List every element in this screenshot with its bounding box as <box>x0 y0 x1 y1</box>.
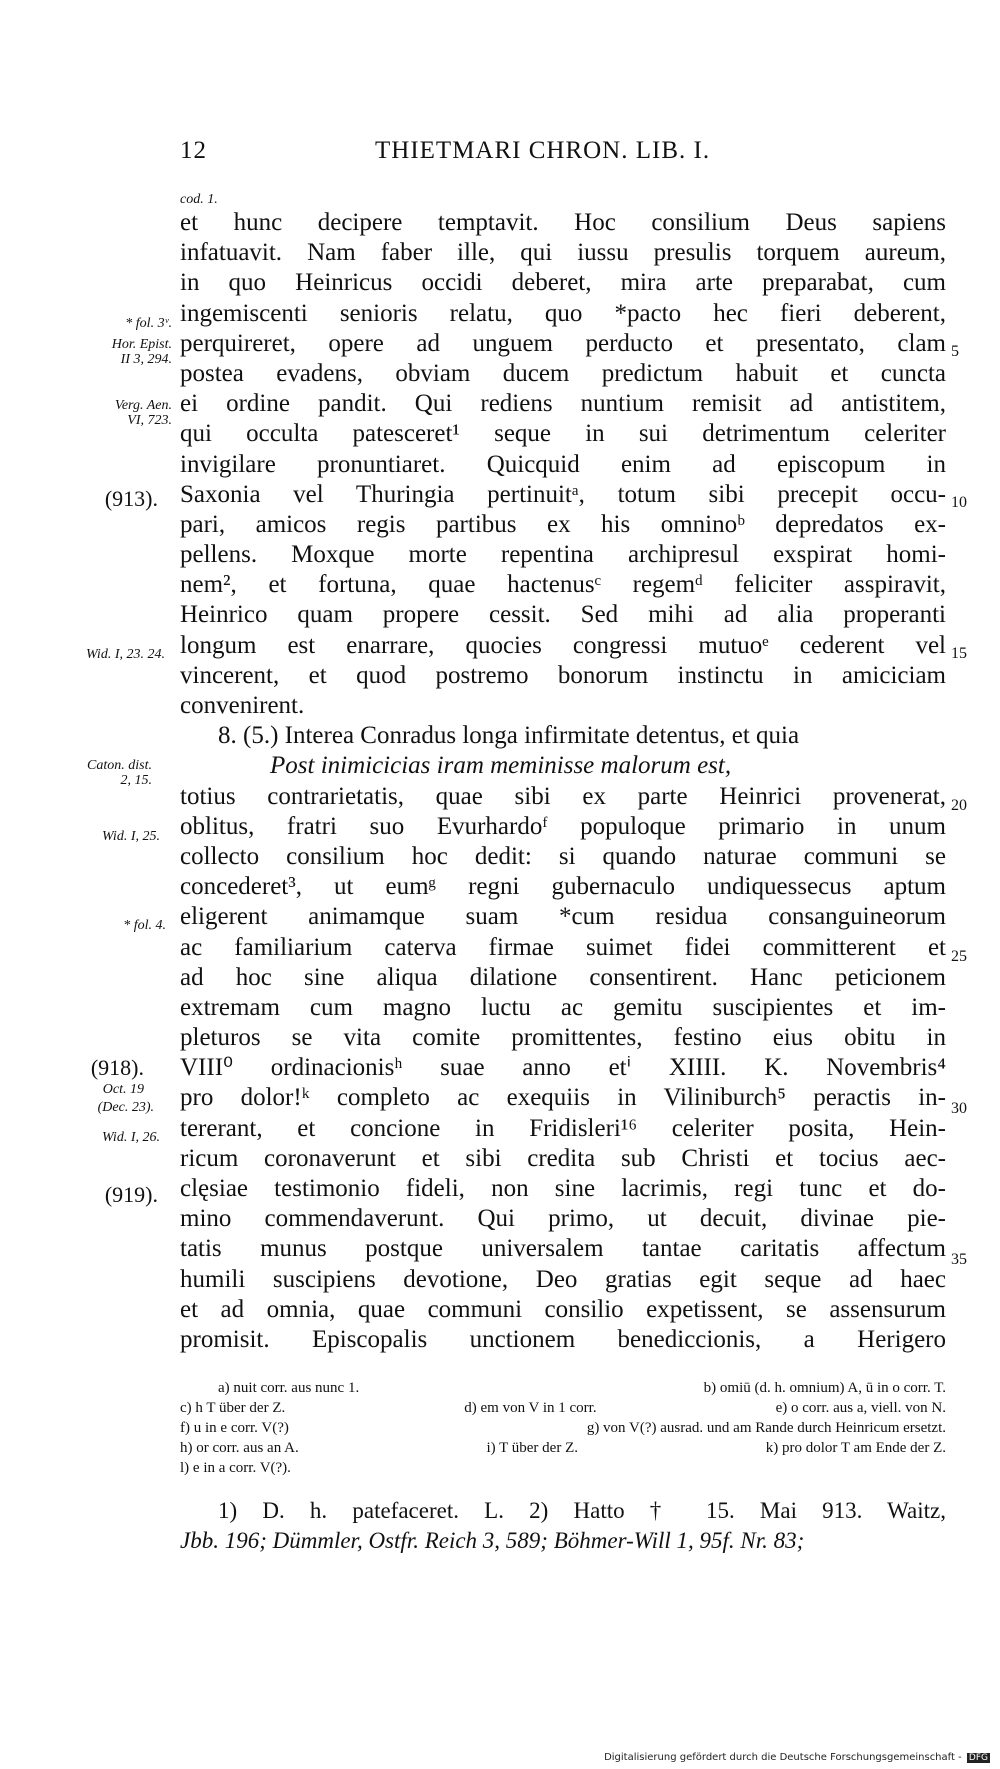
margin-note: Caton. dist. <box>87 758 152 773</box>
margin-note: Wid. I, 25. <box>102 829 160 844</box>
text-line: et ad omnia, quae communi consilio expetissent, se assensurum <box>180 1295 946 1323</box>
text-line: infatuavit. Nam faber ille, qui iussu presulis torquem aureum, <box>180 239 946 267</box>
historical-notes <box>180 1496 946 1556</box>
text-line: ricum coronaverunt et sibi credita sub Christi et tocius aec- <box>180 1144 946 1172</box>
text-line: qui occulta patesceret¹ seque in sui detrimentum celeriter <box>180 420 946 448</box>
note-line: 1) D. h. patefaceret. L. 2) Hatto † 15. Mai 913. Waitz, <box>218 1498 946 1523</box>
line-number: 10 <box>951 494 967 511</box>
text-line: Saxonia vel Thuringia pertinuitᵃ, totum sibi precepit occu- <box>180 480 946 508</box>
text-line: concederet³, ut eumᵍ regni gubernaculo undiquessecus aptum <box>180 873 946 901</box>
running-title: THIETMARI CHRON. LIB. I. <box>375 137 711 164</box>
margin-note: II 3, 294. <box>120 352 172 367</box>
text-line: oblitus, fratri suo Evurhardoᶠ populoque primario in unum <box>180 812 946 840</box>
text-line: extremam cum magno luctu ac gemitu suscipientes et im- <box>180 993 946 1021</box>
apparatus-entry: b) omiū (d. h. omnium) A, ū in o corr. T. <box>703 1380 946 1396</box>
apparatus-row <box>180 1438 946 1458</box>
text-line: convenirent. <box>180 692 305 719</box>
quotation-line: Post inimicicias iram meminisse malorum est, <box>270 752 732 780</box>
credit-text: Digitalisierung gefördert durch die Deutsche Forschungsgemeinschaft - <box>604 1752 962 1763</box>
text-line: promisit. Episcopalis unctionem benediccionis, a Herigero <box>180 1325 946 1353</box>
margin-year: (918). <box>90 1055 144 1080</box>
text-line: humili suscipiens devotione, Deo gratias egit seque ad haec <box>180 1265 946 1293</box>
note-line: Jbb. 196; Dümmler, Ostfr. Reich 3, 589; Böhmer-Will 1, 95f. Nr. 83; <box>180 1528 805 1553</box>
apparatus-entry: a) nuit corr. aus nunc 1. <box>218 1380 360 1396</box>
critical-apparatus <box>180 1378 946 1478</box>
apparatus-entry: k) pro dolor T am Ende der Z. <box>765 1440 946 1456</box>
dfg-logo: DFG <box>968 1753 988 1763</box>
line-number: 30 <box>951 1100 967 1117</box>
apparatus-row <box>180 1398 946 1418</box>
text-line: pleturos se vita comite promittentes, festino eius obitu in <box>180 1024 946 1052</box>
text-line: clęsiae testimonio fideli, non sine lacrimis, regi tunc et do- <box>180 1175 946 1202</box>
line-number: 35 <box>951 1251 967 1268</box>
line-number: 5 <box>951 343 959 360</box>
text-line: postea evadens, obviam ducem predictum habuit et cuncta <box>180 359 946 387</box>
margin-note: Wid. I, 23. 24. <box>86 647 165 662</box>
margin-year: (919). <box>104 1182 158 1207</box>
margin-note: * fol. 3ᵛ. <box>125 316 172 331</box>
text-line: eligerent animamque suam *cum residua consanguineorum <box>180 903 946 931</box>
digitization-credit <box>604 1752 990 1763</box>
text-line: VIII⁰ ordinacionisʰ suae anno etⁱ XIIII. K. Novembris⁴ <box>180 1054 946 1082</box>
margin-note: Hor. Epist. <box>111 337 172 352</box>
main-text <box>180 208 946 1355</box>
text-line: vincerent, et quod postremo bonorum instinctu in amiciciam <box>180 661 946 689</box>
chapter-heading-line: 8. (5.) Interea Conradus longa infirmitate detentus, et quia <box>218 722 800 750</box>
margin-year: (913). <box>104 486 158 511</box>
text-line: nem², et fortuna, quae hactenusᶜ regemᵈ feliciter asspiravit, <box>180 571 946 599</box>
margin-note: (Dec. 23). <box>97 1100 154 1115</box>
apparatus-entry: f) u in e corr. V(?) <box>180 1420 289 1436</box>
apparatus-entry: l) e in a corr. V(?). <box>180 1460 291 1476</box>
apparatus-entry: g) von V(?) ausrad. und am Rande durch Heinricum ersetzt. <box>586 1420 946 1436</box>
text-line: longum est enarrare, quocies congressi mutuoᵉ cederent vel <box>180 631 946 659</box>
margin-note: Wid. I, 26. <box>102 1130 160 1145</box>
text-line: tatis munus postque universalem tantae caritatis affectum <box>180 1235 946 1263</box>
apparatus-row <box>180 1418 946 1438</box>
line-number: 25 <box>951 948 967 965</box>
text-line: mino commendaverunt. Qui primo, ut decuit, divinae pie- <box>180 1205 946 1233</box>
apparatus-entry: h) or corr. aus an A. <box>180 1440 299 1456</box>
margin-note: Verg. Aen. <box>114 398 172 413</box>
text-line: collecto consilium hoc dedit: si quando naturae communi se <box>180 842 946 870</box>
margin-note: * fol. 4. <box>123 918 166 933</box>
apparatus-row <box>180 1378 946 1398</box>
text-line: ad hoc sine aliqua dilatione consentirent. Hanc peticionem <box>180 963 946 991</box>
apparatus-entry: c) h T über der Z. <box>180 1400 286 1416</box>
apparatus-entry: i) T über der Z. <box>486 1440 578 1456</box>
text-line: ingemiscenti senioris relatu, quo *pacto hec fieri deberent, <box>180 299 946 327</box>
codex-note: cod. 1. <box>180 192 218 207</box>
apparatus-entry: e) o corr. aus a, viell. von N. <box>775 1400 946 1416</box>
text-line: tererant, et concione in Fridisleri¹⁶ celeriter posita, Hein- <box>180 1114 946 1142</box>
text-line: pari, amicos regis partibus ex his omninoᵇ depredatos ex- <box>180 510 946 538</box>
text-line: invigilare pronuntiaret. Quicquid enim ad episcopum in <box>180 450 946 478</box>
text-line: Heinrico quam propere cessit. Sed mihi ad alia properanti <box>180 601 946 629</box>
text-line: pellens. Moxque morte repentina archipresul exspirat homi- <box>180 541 946 569</box>
text-line: ei ordine pandit. Qui rediens nuntium remisit ad antistitem, <box>180 390 946 418</box>
text-line: ac familiarium caterva firmae suimet fidei committerent et <box>180 933 946 961</box>
text-line: et hunc decipere temptavit. Hoc consilium Deus sapiens <box>180 209 946 236</box>
page-number: 12 <box>180 137 207 164</box>
margin-note: VI, 723. <box>127 413 172 428</box>
line-number: 20 <box>951 797 967 814</box>
apparatus-entry: d) em von V in 1 corr. <box>464 1400 597 1416</box>
text-line: perquireret, opere ad unguem perducto et presentato, clam <box>180 329 946 357</box>
margin-note: 2, 15. <box>120 773 152 788</box>
text-line: pro dolor!ᵏ completo ac exequiis in Viliniburch⁵ peractis in- <box>180 1084 946 1112</box>
margin-note: Oct. 19 <box>102 1082 144 1097</box>
apparatus-row <box>180 1458 946 1478</box>
text-line: in quo Heinricus occidi deberet, mira arte preparabat, cum <box>180 269 946 297</box>
text-line: totius contrarietatis, quae sibi ex parte Heinrici provenerat, <box>180 782 946 810</box>
line-number: 15 <box>951 645 967 662</box>
